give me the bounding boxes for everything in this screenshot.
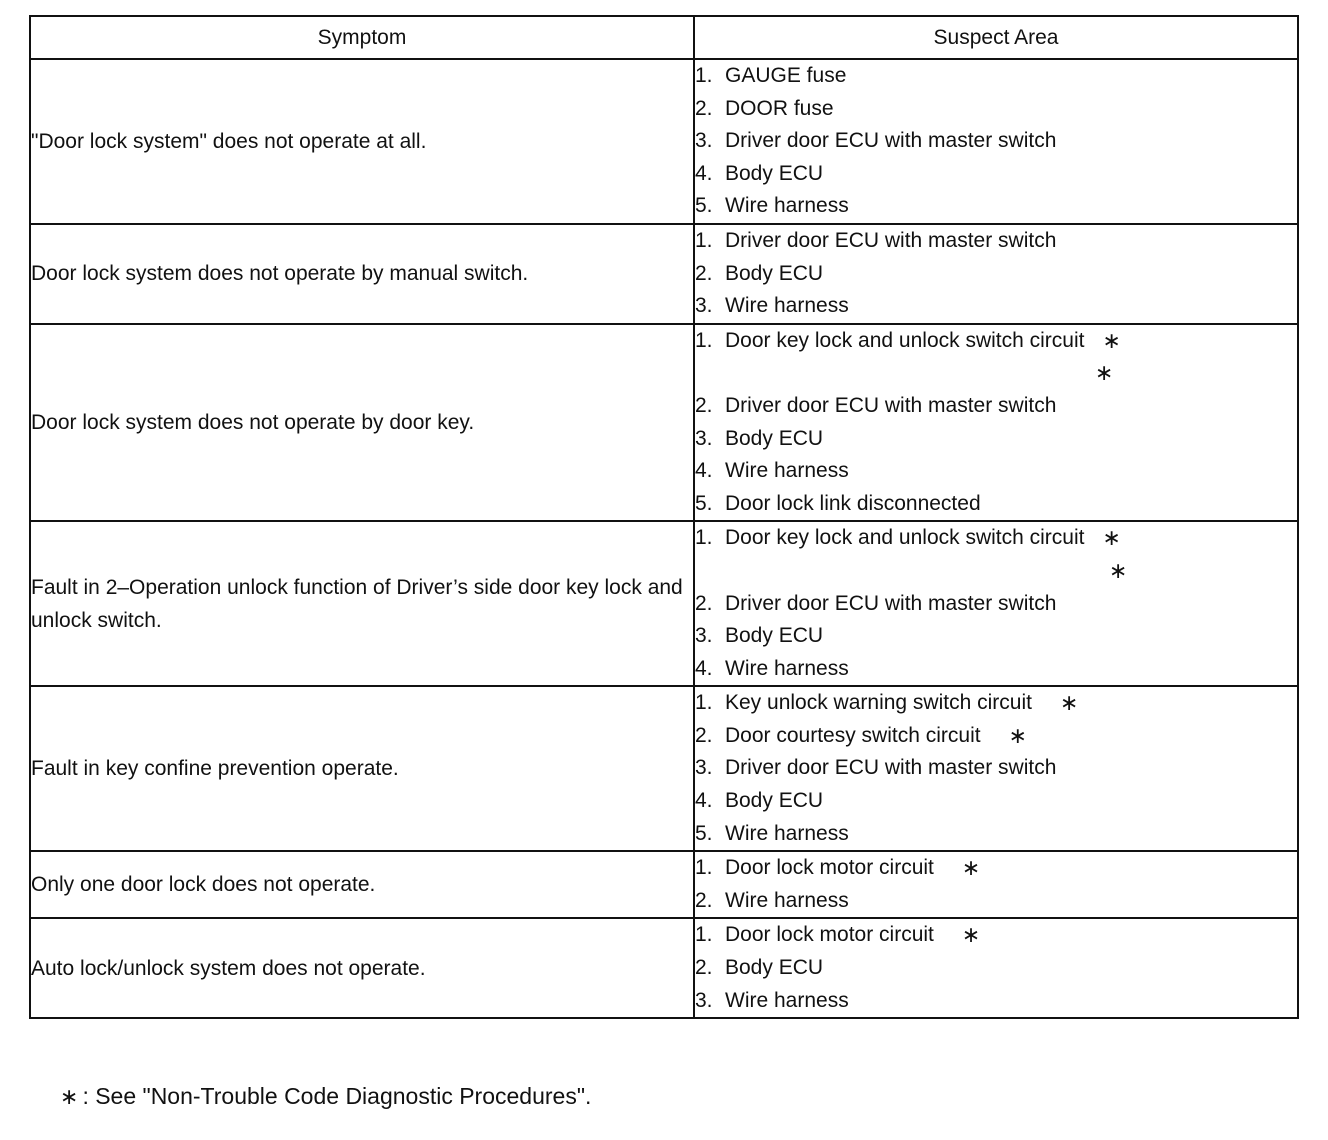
asterisk-continuation — [695, 357, 1297, 390]
suspect-area-item — [695, 125, 1297, 158]
item-number: 1. — [695, 228, 713, 252]
table-row — [30, 918, 1298, 1018]
item-text: Driver door ECU with master switch — [725, 591, 1057, 615]
table-body — [30, 59, 1298, 1018]
suspect-area-item — [695, 190, 1297, 223]
item-text: Wire harness — [725, 459, 849, 483]
item-text: Door lock motor circuit — [725, 856, 934, 880]
item-number: 3. — [695, 988, 713, 1012]
asterisk-icon: ∗ — [1109, 557, 1128, 583]
symptom-cell: Door lock system does not operate by door key. — [30, 324, 694, 522]
item-number: 1. — [695, 526, 713, 550]
item-text: Driver door ECU with master switch — [725, 129, 1057, 153]
item-number: 5. — [695, 821, 713, 845]
suspect-area-item — [695, 985, 1297, 1018]
item-text: Driver door ECU with master switch — [725, 228, 1057, 252]
item-number: 4. — [695, 656, 713, 680]
suspect-area-item — [695, 818, 1297, 851]
item-text: GAUGE fuse — [725, 64, 847, 87]
item-number: 3. — [695, 624, 713, 648]
suspect-area-cell — [694, 686, 1298, 851]
asterisk-icon: ∗ — [1102, 327, 1121, 353]
table-row — [30, 224, 1298, 324]
problem-symptoms-table — [29, 15, 1299, 1019]
table-row — [30, 324, 1298, 522]
item-text: Door lock link disconnected — [725, 491, 981, 515]
item-number: 1. — [695, 856, 713, 880]
asterisk-icon: ∗ — [1095, 360, 1114, 386]
item-number: 2. — [695, 723, 713, 747]
item-number: 3. — [695, 294, 713, 318]
item-text: Wire harness — [725, 294, 849, 318]
suspect-area-cell — [694, 521, 1298, 686]
table-row — [30, 59, 1298, 224]
item-number: 4. — [695, 789, 713, 813]
asterisk-icon: ∗ — [60, 1084, 79, 1109]
asterisk-icon: ∗ — [1102, 525, 1121, 551]
suspect-area-item — [695, 653, 1297, 686]
item-text: Driver door ECU with master switch — [725, 756, 1057, 780]
item-number: 2. — [695, 591, 713, 615]
item-number: 3. — [695, 756, 713, 780]
suspect-area-item — [695, 720, 1297, 753]
suspect-area-item — [695, 852, 1297, 885]
item-number: 2. — [695, 261, 713, 285]
item-number: 4. — [695, 459, 713, 483]
suspect-area-item — [695, 455, 1297, 488]
asterisk-icon: ∗ — [1008, 722, 1028, 748]
symptom-cell: Auto lock/unlock system does not operate. — [30, 918, 694, 1018]
item-number: 5. — [695, 194, 713, 218]
item-text: Body ECU — [725, 161, 824, 185]
suspect-area-item — [695, 522, 1297, 555]
symptom-cell: Only one door lock does not operate. — [30, 851, 694, 918]
item-number: 1. — [695, 328, 713, 352]
item-text: Body ECU — [725, 789, 824, 813]
item-text: Key unlock warning switch circuit — [725, 691, 1032, 715]
suspect-area-item — [695, 588, 1297, 621]
table-row — [30, 686, 1298, 851]
item-number: 2. — [695, 888, 713, 912]
suspect-area-item — [695, 158, 1297, 191]
item-text: Wire harness — [725, 821, 849, 845]
item-text: Driver door ECU with master switch — [725, 393, 1057, 417]
item-text: Body ECU — [725, 956, 824, 980]
suspect-area-item — [695, 752, 1297, 785]
suspect-area-item — [695, 919, 1297, 952]
item-number: 2. — [695, 96, 713, 120]
item-text: Wire harness — [725, 888, 849, 912]
item-text: Body ECU — [725, 426, 824, 450]
suspect-area-cell — [694, 851, 1298, 918]
suspect-area-item — [695, 258, 1297, 291]
item-number: 5. — [695, 491, 713, 515]
item-number: 1. — [695, 691, 713, 715]
item-number: 4. — [695, 161, 713, 185]
item-text: Body ECU — [725, 624, 824, 648]
item-text: Wire harness — [725, 988, 849, 1012]
symptom-cell: "Door lock system" does not operate at all. — [30, 59, 694, 224]
asterisk-icon: ∗ — [1059, 690, 1079, 716]
item-number: 3. — [695, 426, 713, 450]
item-text: Door courtesy switch circuit — [725, 723, 981, 747]
asterisk-icon: ∗ — [961, 922, 981, 948]
item-number: 2. — [695, 393, 713, 417]
suspect-area-item — [695, 60, 1297, 93]
footnote-text: : See "Non-Trouble Code Diagnostic Procedures". — [82, 1083, 592, 1109]
suspect-area-cell — [694, 59, 1298, 224]
item-number: 1. — [695, 923, 713, 947]
suspect-area-cell — [694, 224, 1298, 324]
symptom-cell: Fault in key confine prevention operate. — [30, 686, 694, 851]
item-text: Door lock motor circuit — [725, 923, 934, 947]
suspect-area-item — [695, 225, 1297, 258]
suspect-area-column-header: Suspect Area — [694, 16, 1298, 59]
asterisk-continuation — [695, 555, 1297, 588]
suspect-area-item — [695, 885, 1297, 918]
item-number: 2. — [695, 956, 713, 980]
item-text: Body ECU — [725, 261, 824, 285]
suspect-area-item — [695, 620, 1297, 653]
suspect-area-cell — [694, 918, 1298, 1018]
suspect-area-item — [695, 390, 1297, 423]
footnote — [60, 1083, 591, 1110]
suspect-area-item — [695, 423, 1297, 456]
suspect-area-cell — [694, 324, 1298, 522]
asterisk-icon: ∗ — [961, 855, 981, 881]
suspect-area-item — [695, 488, 1297, 521]
suspect-area-item — [695, 290, 1297, 323]
item-text: DOOR fuse — [725, 96, 834, 120]
symptom-column-header: Symptom — [30, 16, 694, 59]
item-text: Door key lock and unlock switch circuit — [725, 526, 1085, 550]
symptom-cell: Fault in 2–Operation unlock function of Driver’s side door key lock and unlock switch. — [30, 521, 694, 686]
item-text: Door key lock and unlock switch circuit — [725, 328, 1085, 352]
suspect-area-item — [695, 93, 1297, 126]
suspect-area-item — [695, 325, 1297, 358]
item-number: 3. — [695, 129, 713, 153]
item-text: Wire harness — [725, 656, 849, 680]
table-row — [30, 521, 1298, 686]
suspect-area-item — [695, 952, 1297, 985]
symptom-cell: Door lock system does not operate by manual switch. — [30, 224, 694, 324]
table-row — [30, 851, 1298, 918]
item-number: 1. — [695, 64, 713, 87]
table-header-row — [30, 16, 1298, 59]
suspect-area-item — [695, 785, 1297, 818]
suspect-area-item — [695, 687, 1297, 720]
item-text: Wire harness — [725, 194, 849, 218]
